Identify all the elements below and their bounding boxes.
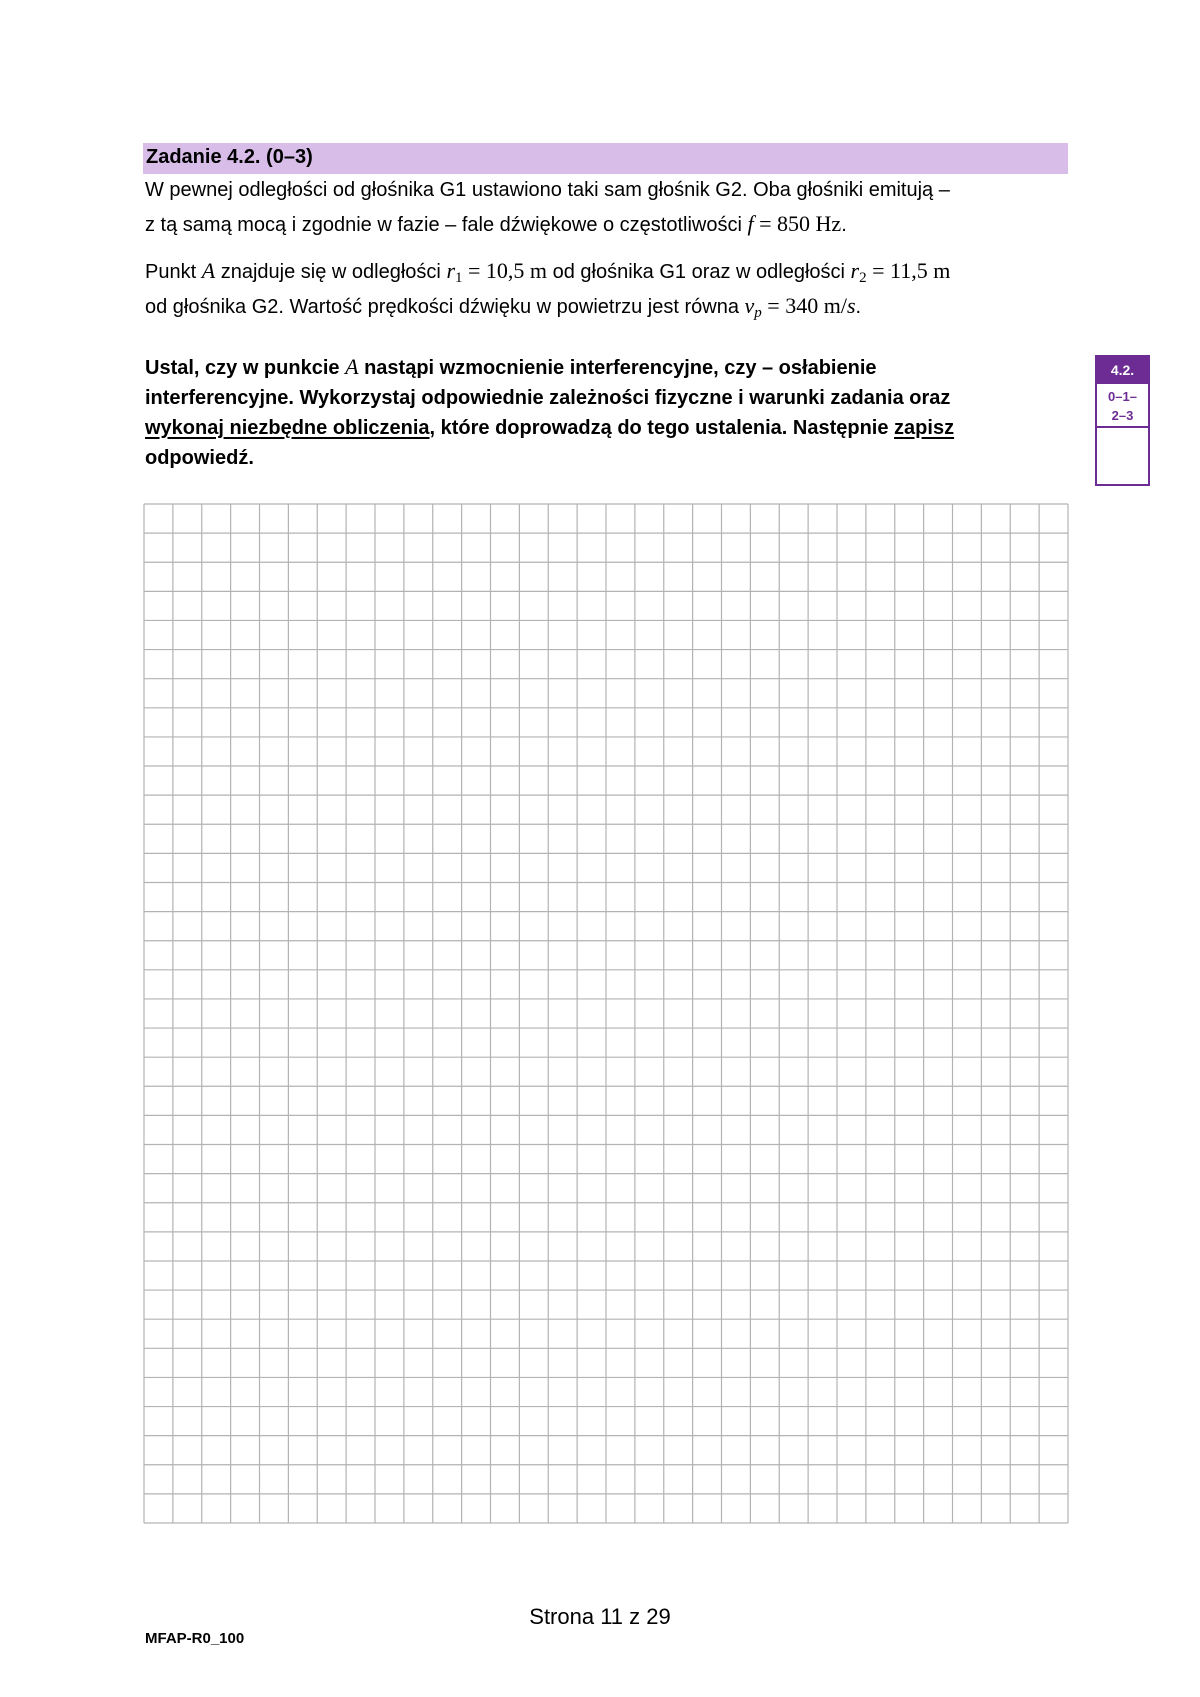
score-box (1095, 355, 1150, 486)
data-line-1: Punkt A znajduje się w odległości $r_1 = 10,5$ m od głośnika G1 oraz w odległości $r_2 = 11,5$ m (145, 258, 951, 286)
task-data-paragraph (145, 254, 950, 324)
score-task-number: 4.2. (1097, 357, 1148, 384)
data-line-2: od głośnika G2. Wartość prędkości dźwięku w powietrzu jest równa $v_p = 340$ m/s. (145, 293, 862, 321)
frequency-value: = 850 Hz (759, 211, 842, 236)
frequency-symbol: f (747, 211, 754, 236)
task-instruction: Ustal, czy w punkcie A nastąpi wzmocnienie interferencyjne, czy – osłabienie interferencyjne. Wykorzystaj odpowiednie zależności fizyczne i warunki zadania oraz wykonaj niezbędne obliczenia, które doprowadzą do tego ustalenia. Następnie zapisz odpowiedź. (145, 354, 955, 469)
answer-grid[interactable] (143, 503, 1069, 1524)
r2-value: = 11,5 m (872, 258, 951, 283)
task-intro-paragraph (145, 174, 950, 242)
task-title: Zadanie 4.2. (0–3) (146, 146, 313, 168)
document-code: MFAP-R0_100 (145, 1630, 245, 1647)
speed-value: = 340 m/ (767, 293, 847, 318)
page-number: Strona 11 z 29 (529, 1604, 671, 1629)
r1-value: = 10,5 m (468, 258, 548, 283)
point-symbol: A (201, 258, 216, 283)
task-header (143, 143, 1068, 174)
score-range: 0–1– 2–3 (1097, 384, 1148, 428)
score-entry-field[interactable] (1097, 428, 1148, 484)
intro-line-2: z tą samą mocą i zgodnie w fazie – fale dźwiękowe o częstotliwości f = 850 Hz. (145, 211, 847, 236)
intro-line-1: W pewnej odległości od głośnika G1 ustawiono taki sam głośnik G2. Oba głośniki emitują – (145, 179, 950, 201)
